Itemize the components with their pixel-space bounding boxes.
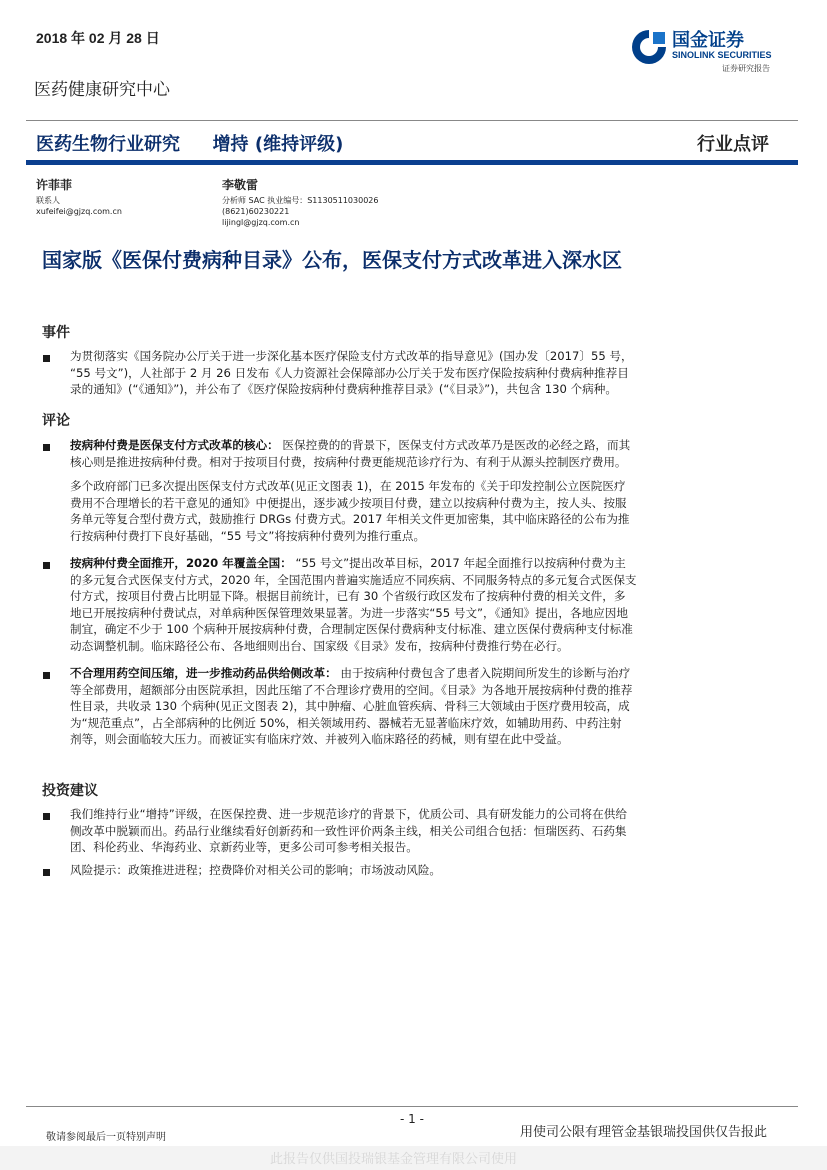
report-type: 行业点评 (697, 134, 769, 155)
text-line: 行按病种付费打下良好基础，“55 号文”将按病种付费列为推行重点。 (70, 528, 426, 543)
footer-usage-note: 用使司公限有理管金基银瑞投国供仅告报此 (520, 1125, 768, 1140)
text-line: 费用不合理增长的若干意见的通知》中便提出，逐步减少按项目付费，建立以按病种付费为主，按人头、按服 (70, 495, 627, 510)
text-line: 团、科伦药业、华海药业、京新药业等，更多公司可参考相关报告。 (70, 840, 418, 854)
text-line: 的多元复合式医保支付方式，2020 年，全国范围内普遍实施适应不同疾病、不同服务特点的多元复合式医保支 (70, 572, 637, 587)
report-headline: 国家版《医保付费病种目录》公布，医保支付方式改革进入深水区 (42, 248, 622, 272)
rating: 增持 (212, 134, 249, 155)
analyst-2-email[interactable]: lijingl@gjzq.com.cn (222, 218, 300, 227)
title-bar-rule (26, 160, 798, 165)
text-line: 动态调整机制。临床路径公布、各地细则出台、国家级《目录》发布，按病种付费推行势在必行。 (70, 638, 569, 653)
comment-3-lead: 不合理用药空间压缩，进一步推动药品供给侧改革： (70, 666, 337, 680)
text-line: 风险提示：政策推进进程；控费降价对相关公司的影响；市场波动风险。 (70, 863, 442, 877)
comment-1-lead: 按病种付费是医保支付方式改革的核心： (70, 438, 279, 452)
logo-subtitle: 证券研究报告 (722, 64, 770, 73)
section-heading-comment: 评论 (42, 413, 70, 429)
logo-mark-icon (630, 28, 668, 66)
comment-paragraph-3 (70, 665, 782, 748)
footer-divider (26, 1106, 798, 1107)
bullet-icon (43, 672, 50, 679)
comment-paragraph-1 (70, 437, 782, 470)
investment-paragraph-1 (70, 806, 782, 856)
bullet-icon (43, 869, 50, 876)
disclaimer-note: 敬请参阅最后一页特别声明 (46, 1132, 166, 1143)
text-line: “55 号文”提出改革目标，2017 年起全面推行以按病种付费为主 (295, 556, 626, 570)
text-line: 务单元等复合型付费方式，鼓励推行 DRGs 付费方式。2017 年相关文件更加密集，其中临床路径的公布为推 (70, 512, 630, 526)
text-line: 为“规范重点”，占全部病种的比例近 50%，相关领域用药、器械若无显著临床疗效，如辅助用药、中药注射 (70, 715, 622, 730)
event-paragraph (70, 348, 782, 398)
comment-paragraph-1-continued (70, 478, 782, 544)
analyst-2-name: 李敬雷 (222, 178, 259, 192)
section-heading-event: 事件 (42, 325, 70, 341)
text-line: 地已开展按病种付费试点，对单病种医保管理效果显著。为进一步落实“55 号文”，《通知》提出，各地应因地 (70, 605, 628, 620)
logo-name-cn: 国金证券 (672, 30, 744, 51)
text-line: 录的通知》(“《通知》”)，并公布了《医疗保险按病种付费病种推荐目录》(“《目录》”)，共包含 130 个病种。 (70, 382, 617, 396)
bullet-icon (43, 562, 50, 569)
text-line: 医保控费的的背景下，医保支付方式改革乃是医改的必经之路，而其 (282, 438, 631, 452)
analyst-1 (36, 176, 122, 217)
text-line: 付方式，按项目付费占比明显下降。根据目前统计，已有 30 个省级行政区发布了按病种付费的相关文件，多 (70, 589, 626, 603)
text-line: 由于按病种付费包含了患者入院期间所发生的诊断与治疗 (340, 666, 631, 680)
research-center: 医药健康研究中心 (34, 80, 170, 100)
text-line: 剂等，则会面临较大压力。而被证实有临床疗效、并被列入临床路径的药械，则有望在此中受益。 (70, 732, 569, 746)
text-line: 等全部费用，超额部分由医院承担，因此压缩了不合理诊疗费用的空间。《目录》为各地开展按病种付费的推荐 (70, 682, 633, 697)
text-line: 核心则是推进按病种付费。相对于按项目付费，按病种付费更能规范诊疗行为、有利于从源头控制医疗费用。 (70, 454, 627, 469)
bullet-icon (43, 813, 50, 820)
analyst-2-phone: (8621)60230221 (222, 207, 290, 216)
bullet-icon (43, 355, 50, 362)
logo-name-en: SINOLINK SECURITIES (672, 50, 772, 60)
text-line: 我们维持行业“增持”评级，在医保控费、进一步规范诊疗的背景下，优质公司、具有研发能力的公司将在供给 (70, 807, 627, 821)
text-line: 多个政府部门已多次提出医保支付方式改革(见正文图表 1)，在 2015 年发布的《关于印发控制公立医院医疗 (70, 479, 626, 493)
analyst-1-name: 许菲菲 (36, 178, 73, 192)
page-number: - 1 - (400, 1112, 424, 1126)
rating-note: (维持评级) (254, 134, 344, 155)
analyst-2-license: 分析师 SAC 执业编号：S1130511030026 (222, 196, 379, 205)
report-date: 2018 年 02 月 28 日 (36, 30, 160, 46)
investment-paragraph-2 (70, 862, 782, 879)
watermark-text: 此报告仅供国投瑞银基金管理有限公司使用 (270, 1152, 518, 1167)
bullet-icon (43, 444, 50, 451)
text-line: 侧改革中脱颖而出。药品行业继续看好创新药和一致性评价两条主线，相关公司组合包括：恒瑞医药、石药集 (70, 823, 627, 838)
text-line: “55 号文”)，人社部于 2 月 26 日发布《人力资源社会保障部办公厅关于发布医疗保险按病种付费病种推荐目 (70, 365, 629, 380)
section-heading-investment: 投资建议 (42, 783, 98, 799)
comment-2-lead: 按病种付费全面推开，2020 年覆盖全国： (70, 556, 292, 570)
watermark-strip (0, 1146, 827, 1170)
text-line: 制宜，确定不少于 100 个病种开展按病种付费，合理制定医保付费病种支付标准、建立医保付费病种支付标准 (70, 622, 633, 636)
analyst-2 (222, 176, 378, 228)
comment-paragraph-2 (70, 555, 782, 654)
industry-title (36, 130, 343, 156)
analyst-1-role: 联系人 (36, 196, 60, 205)
text-line: 性目录，共收录 130 个病种(见正文图表 2)，其中肿瘤、心脏血管疾病、骨科三大领域由于医疗费用较高，成 (70, 699, 630, 713)
text-line: 为贯彻落实《国务院办公厅关于进一步深化基本医疗保险支付方式改革的指导意见》(国办发〔2017〕55 号， (70, 349, 633, 363)
industry-name: 医药生物行业研究 (36, 134, 180, 155)
company-logo (630, 24, 790, 74)
header-divider (26, 120, 798, 121)
analyst-1-email[interactable]: xufeifei@gjzq.com.cn (36, 207, 122, 216)
